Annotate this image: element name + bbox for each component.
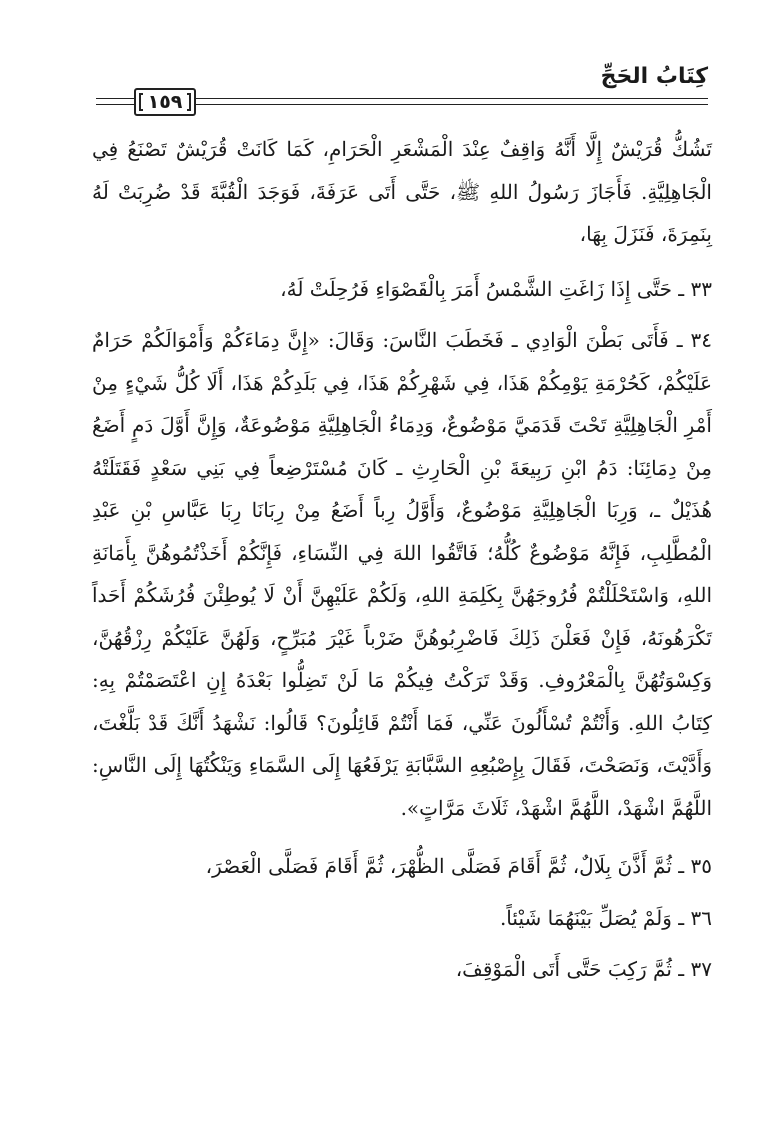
numbered-paragraph bbox=[92, 845, 712, 888]
paragraph-text: ثُمَّ أَذَّنَ بِلَالٌ، ثُمَّ أَقَامَ فَصَلَّى الظُّهْرَ، ثُمَّ أَقَامَ فَصَلَّى الْعَصْرَ، bbox=[205, 854, 672, 878]
page-header bbox=[96, 62, 708, 122]
header-rule-line bbox=[194, 104, 708, 105]
header-rule-line bbox=[96, 104, 136, 105]
numbered-paragraph bbox=[92, 897, 712, 940]
paragraph-text: فَأَتَى بَطْنَ الْوَادِي ـ فَخَطَبَ النَّاسَ: وَقَالَ: «إِنَّ دِمَاءَكُمْ وَأَمْوَالَكُمْ حَرَامٌ عَلَيْكُمْ، كَحُرْمَةِ يَوْمِكُمْ هَذَا، فِي شَهْرِكُمْ هَذَا، فِي بَلَدِكُمْ هَذَا، أَلَا كُلُّ شَيْءٍ مِنْ أَمْرِ الْجَاهِلِيَّةِ تَحْتَ قَدَمَيَّ مَوْضُوعٌ، وَدِمَاءُ الْجَاهِلِيَّةِ مَوْضُوعَةٌ، وَإِنَّ أَوَّلَ دَمٍ أَضَعُ مِنْ دِمَائِنَا: دَمُ ابْنِ رَبِيعَةَ بْنِ الْحَارِثِ ـ كَانَ مُسْتَرْضِعاً فِي بَنِي سَعْدٍ فَقَتَلَتْهُ هُذَيْلٌ ـ، وَرِبَا الْجَاهِلِيَّةِ مَوْضُوعٌ، وَأَوَّلُ رِباً أَضَعُ مِنْ رِبَانَا رِبَا عَبَّاسِ بْنِ عَبْدِ الْمُطَّلِبِ، فَإِنَّهُ مَوْضُوعٌ كُلُّهُ؛ فَاتَّقُوا اللهَ فِي النِّسَاءِ، فَإِنَّكُمْ أَخَذْتُمُوهُنَّ بِأَمَانَةِ اللهِ، وَاسْتَحْلَلْتُمْ فُرُوجَهُنَّ بِكَلِمَةِ اللهِ، وَلَكُمْ عَلَيْهِنَّ أَنْ لَا يُوطِئْنَ فُرُشَكُمْ أَحَداً تَكْرَهُونَهُ، فَإِنْ فَعَلْنَ ذَلِكَ فَاضْرِبُوهُنَّ ضَرْباً غَيْرَ مُبَرِّحٍ، وَلَهُنَّ عَلَيْكُمْ رِزْقُهُنَّ، وَكِسْوَتُهُنَّ بِالْمَعْرُوفِ. وَقَدْ تَرَكْتُ فِيكُمْ مَا لَنْ تَضِلُّوا بَعْدَهُ إِنِ اعْتَصَمْتُمْ بِهِ: كِتَابُ اللهِ. وَأَنْتُمْ تُسْأَلُونَ عَنِّي، فَمَا أَنْتُمْ قَائِلُونَ؟ قَالُوا: نَشْهَدُ أَنَّكَ قَدْ بَلَّغْتَ، وَأَدَّيْتَ، وَنَصَحْتَ، فَقَالَ بِإِصْبُعِهِ السَّبَّابَةِ يَرْفَعُهَا إِلَى السَّمَاءِ وَيَنْكُتُهَا إِلَى النَّاسِ: اللَّهُمَّ اشْهَدْ، اللَّهُمَّ اشْهَدْ، ثَلَاثَ مَرَّاتٍ». bbox=[92, 328, 712, 820]
paragraph-text: حَتَّى إِذَا زَاغَتِ الشَّمْسُ أَمَرَ بِالْقَصْوَاءِ فَرُحِلَتْ لَهُ، bbox=[280, 276, 672, 301]
paragraph-text: تَشُكُّ قُرَيْشٌ إِلَّا أَنَّهُ وَاقِفٌ عِنْدَ الْمَشْعَرِ الْحَرَامِ، كَمَا كَانَتْ قُرَيْشٌ تَصْنَعُ فِي الْجَاهِلِيَّةِ. فَأَجَازَ رَسُولُ اللهِ ﷺ، حَتَّى أَتَى عَرَفَةَ، فَوَجَدَ الْقُبَّةَ قَدْ ضُرِبَتْ لَهُ بِنَمِرَةَ، فَنَزَلَ بِهَا، bbox=[92, 137, 712, 246]
numbered-paragraph bbox=[92, 319, 712, 829]
numbered-paragraph bbox=[92, 268, 712, 311]
header-rule-line bbox=[96, 98, 136, 99]
paragraph-number: ٣٧ ـ bbox=[678, 957, 712, 981]
paragraph-text: وَلَمْ يُصَلِّ بَيْنَهُمَا شَيْئاً. bbox=[499, 905, 672, 930]
numbered-paragraph bbox=[92, 948, 712, 991]
paragraph-continued bbox=[92, 128, 712, 256]
paragraph-number: ٣٣ ـ bbox=[678, 276, 712, 301]
page-body bbox=[92, 128, 712, 1000]
paragraph-number: ٣٦ ـ bbox=[678, 905, 712, 930]
paragraph-number: ٣٥ ـ bbox=[678, 854, 712, 878]
book-title: كِتَابُ الحَجِّ bbox=[600, 64, 708, 89]
paragraph-number: ٣٤ ـ bbox=[676, 328, 713, 352]
header-rule bbox=[96, 92, 708, 114]
header-rule-line bbox=[194, 98, 708, 99]
paragraph-text: ثُمَّ رَكِبَ حَتَّى أَتَى الْمَوْقِفَ، bbox=[455, 957, 672, 981]
page-number: ١٥٩ bbox=[134, 88, 196, 116]
